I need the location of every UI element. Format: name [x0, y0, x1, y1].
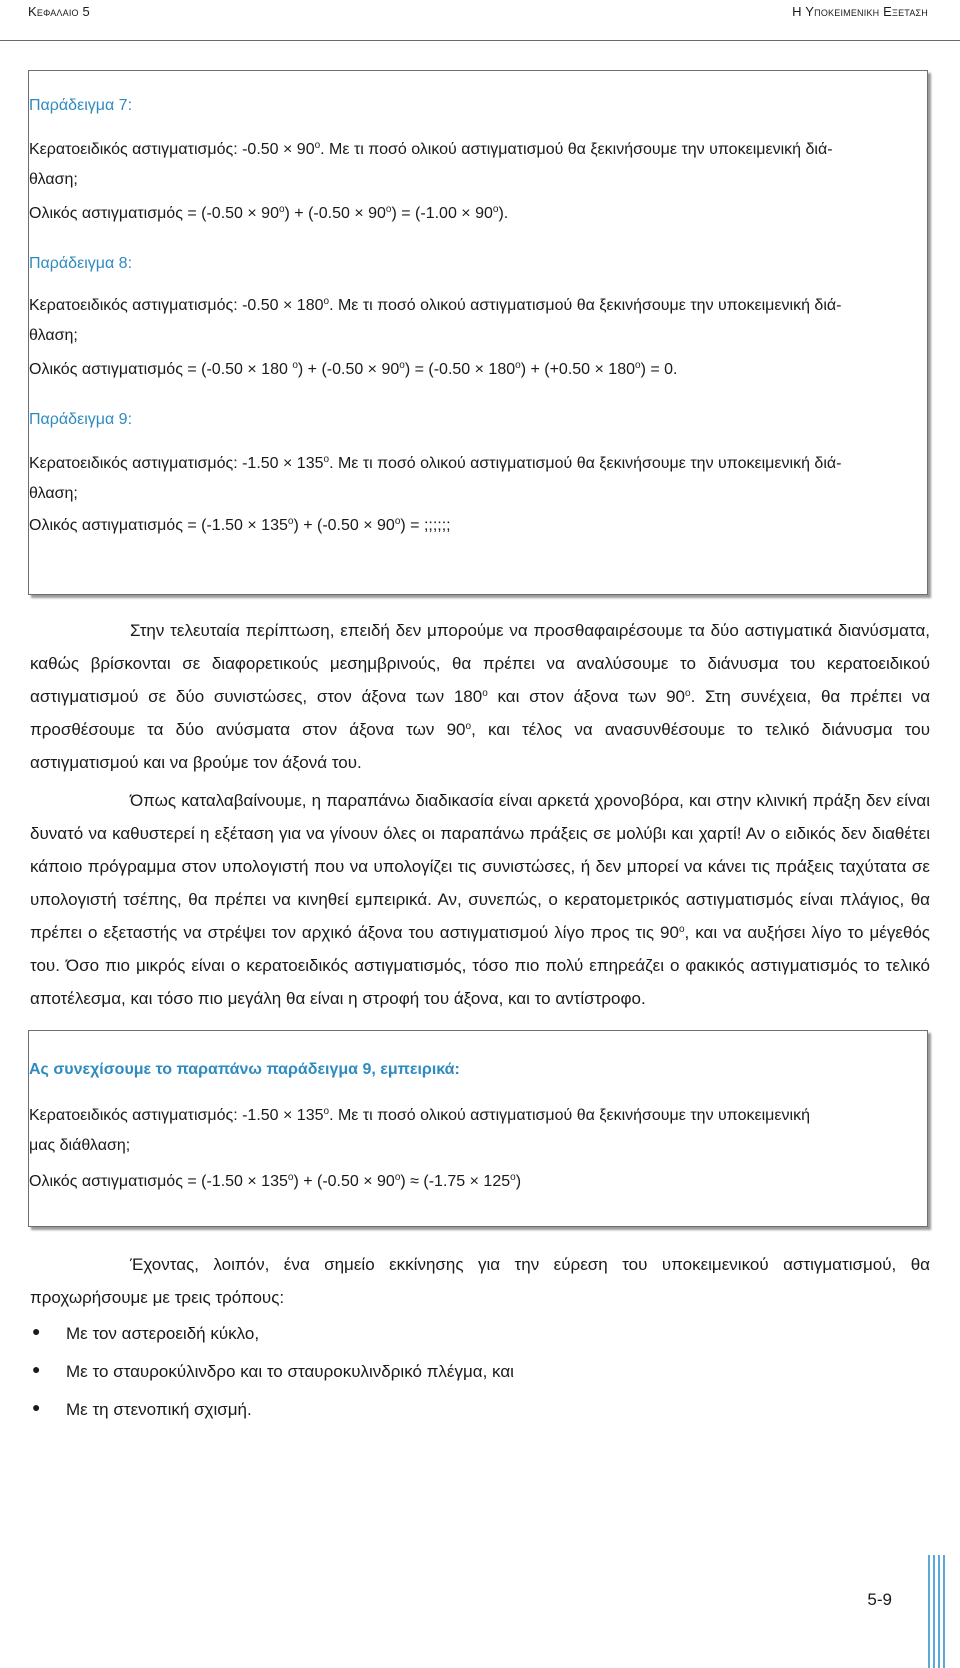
- page-header: [0, 0, 960, 41]
- example-8-line-2: θλαση;: [29, 327, 78, 344]
- example-7-total: Ολικός $\alpha\sigma\tau\iota\gamma\mu\alpha\tau\iota\sigma\mu ό\varsigma = (-0.50 \times 90^o) + (-0.50 \times 90^o) = (-1.00 \times 90^o)$.: [29, 204, 509, 222]
- list-item: ● Με τον αστεροειδή κύκλο,: [32, 1323, 260, 1343]
- empirical-example-title: Ας συνεχίσουμε το παραπάνω παράδειγμα 9, εμπειρικά:: [29, 1061, 460, 1078]
- chapter-label: Κεφαλαιο 5: [28, 4, 90, 19]
- example-8-total: Ολικός αστιγματισμός = (-0.50 × 180 $^o) + (-0.50 \times 90^o) = (-0.50 \times 180^o) + (+0.50 \times 180^o) = 0$.: [29, 360, 678, 378]
- list-item: ● Με το σταυροκύλινδρο και το σταυροκυλινδρικό πλέγμα, και: [32, 1361, 514, 1381]
- example-9-title: Παράδειγμα 9:: [29, 411, 133, 428]
- example-7-line-2: θλαση;: [29, 171, 78, 188]
- empirical-example-line-1: Κερατοειδικός αστιγματισμός: $-1.50 \times 135^o$. Με τι ποσό ολικού αστιγματισμού θα ξεκινήσουμε την υποκειμενική: [29, 1106, 810, 1124]
- methods-list: [30, 1324, 514, 1438]
- example-7-line-1: Κερατοειδικός αστιγματισμός: $-0.50 \times 90^o$. Με τι ποσό ολικού αστιγματισμού θα ξεκινήσουμε την υποκειμενική διά-: [29, 140, 833, 158]
- example-7-title: Παράδειγμα 7:: [29, 97, 133, 114]
- section-label: Η Υποκειμενικη Εξεταση: [792, 4, 928, 19]
- paragraph-empirical-method: Όπως καταλαβαίνουμε, η παραπάνω διαδικασία είναι αρκετά χρονοβόρα, και στην κλινική πράξη δεν είναι δυνατό να καθυστερεί η εξέταση για να γίνουν όλες οι παραπάνω πράξεις σε μολύβι και χαρτί! Αν ο ειδικός δεν διαθέτει κάποιο πρόγραμμα στον υπολογιστή που να υπολογίζει τις συνιστώσες, ή δεν μπορεί να κάνει τις πράξεις ταχύτατα σε υπολογιστή τσέπης, θα πρέπει να κινηθεί εμπειρικά. Αν, συνεπώς, ο κερατομετρικός αστιγματισμός είναι πλάγιος, θα πρέπει ο εξεταστής να στρέψει τον αρχικό άξονα του αστιγματισμού λίγο προς τις $90^o$, και να αυξήσει λίγο το μέγεθός του. Όσο πιο μικρός είναι ο κερατοειδικός αστιγματισμός, τόσο πιο πολύ επηρεάζει ο φακικός αστιγματισμός το τελικό αποτέλεσμα, και τόσο πιο μεγάλη θα είναι η στροφή του άξονα, και το αντίστροφο.: [30, 791, 931, 1008]
- bullet-icon: ●: [32, 1361, 41, 1377]
- page-number: 5-9: [867, 1590, 892, 1609]
- empirical-example-box: [28, 1030, 928, 1227]
- example-9-line-1: Κερατοειδικός αστιγματισμός: $-1.50 \times 135^o$. Με τι ποσό ολικού αστιγματισμού θα ξεκινήσουμε την υποκειμενική διά-: [29, 454, 842, 472]
- example-9-line-2: θλαση;: [29, 485, 78, 502]
- list-item: ● Με τη στενοπική σχισμή.: [32, 1399, 252, 1419]
- examples-box: [28, 70, 928, 595]
- empirical-example-total: Ολικός $\alpha\sigma\tau\iota\gamma\mu\alpha\tau\iota\sigma\mu ό\varsigma = (-1.50 \times 135^o) + (-0.50 \times 90^o) \approx (-1.75 \times 125^o)$: [29, 1172, 522, 1190]
- example-9-total: Ολικός $\alpha\sigma\tau\iota\gamma\mu\alpha\tau\iota\sigma\mu ό\varsigma = (-1.50 \times 135^o) + (-0.50 \times 90^o)$ = ;;;;;;: [29, 516, 451, 534]
- bullet-icon: ●: [32, 1323, 41, 1339]
- example-8-line-1: Κερατοειδικός αστιγματισμός: $-0.50 \times 180^o$. Με τι ποσό ολικού αστιγματισμού θα ξεκινήσουμε την υποκειμενική διά-: [29, 296, 842, 314]
- example-8-title: Παράδειγμα 8:: [29, 255, 133, 272]
- paragraph-component-analysis: Στην τελευταία περίπτωση, επειδή δεν μπορούμε να προσθαφαιρέσουμε τα δύο αστιγματικά διανύσματα, καθώς βρίσκονται σε διαφορετικούς μεσημβρινούς, θα πρέπει να αναλύσουμε το διάνυσμα του κερατοειδικού αστιγματισμού σε δύο συνιστώσες, στον άξονα των $180^o$ και στον άξονα των $90^o$. Στη συνέχεια, θα πρέπει να προσθέσουμε τα δύο ανύσματα στον άξονα των $90^o$, και τέλος να ανασυνθέσουμε το τελικό διάνυσμα του αστιγματισμού και να βρούμε τον άξονά του.: [30, 621, 931, 772]
- bullet-icon: ●: [32, 1399, 41, 1415]
- empirical-example-line-2: μας διάθλαση;: [29, 1137, 131, 1154]
- paragraph-three-methods: Έχοντας, λοιπόν, ένα σημείο εκκίνησης για την εύρεση του υποκειμενικού αστιγματισμού, θα προχωρήσουμε με τρεις τρόπους:: [30, 1255, 930, 1307]
